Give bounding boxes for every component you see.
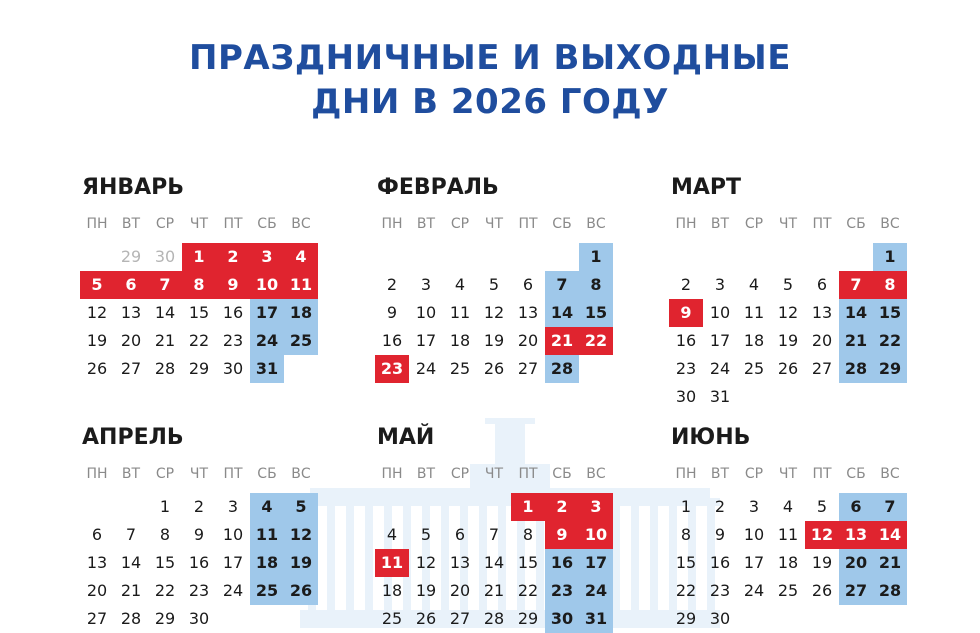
weekend-day: 7 (884, 497, 896, 516)
month-june (669, 423, 909, 628)
day-cell: 6 (454, 525, 466, 544)
holiday-day: 1 (522, 497, 534, 516)
weekday-label: ВС (880, 216, 900, 232)
day-cell: 14 (483, 553, 505, 572)
day-cell: 10 (415, 303, 437, 322)
day-cell: 17 (222, 553, 244, 572)
weekend-day: 1 (884, 247, 896, 266)
month-name: АПРЕЛЬ (82, 425, 184, 450)
day-cell: 15 (154, 553, 176, 572)
holiday-day: 9 (680, 303, 692, 322)
day-cell: 1 (680, 497, 692, 516)
month-february (375, 173, 615, 378)
month-name: МАЙ (377, 425, 435, 450)
day-cell: 13 (517, 303, 539, 322)
weekday-label: СБ (257, 466, 277, 482)
weekend-day: 24 (584, 581, 608, 600)
day-cell: 1 (159, 497, 171, 516)
title-line-2: ДНИ В 2026 ГОДУ (311, 82, 669, 122)
day-cell: 2 (714, 497, 726, 516)
weekday-label: ЧТ (778, 216, 798, 232)
weekend-day: 25 (255, 581, 279, 600)
day-cell: 9 (386, 303, 398, 322)
weekday-label: ВС (291, 466, 311, 482)
weekend-day: 7 (556, 275, 568, 294)
month-name: МАРТ (671, 175, 742, 200)
day-cell: 23 (188, 581, 210, 600)
title-line-1: ПРАЗДНИЧНЫЕ И ВЫХОДНЫЕ (189, 38, 791, 78)
day-cell: 21 (120, 581, 142, 600)
weekday-label: ВТ (121, 216, 141, 232)
day-cell: 25 (449, 359, 471, 378)
weekday-label: ВТ (416, 216, 436, 232)
day-cell: 26 (811, 581, 833, 600)
day-cell: 11 (743, 303, 765, 322)
day-cell: 14 (120, 553, 142, 572)
weekend-day: 27 (844, 581, 868, 600)
month-march (669, 173, 909, 406)
holiday-day: 7 (850, 275, 862, 294)
day-cell: 2 (680, 275, 692, 294)
day-cell: 15 (675, 553, 697, 572)
day-cell: 12 (415, 553, 437, 572)
weekday-label: ПН (86, 466, 108, 482)
day-cell: 7 (125, 525, 137, 544)
day-cell: 28 (154, 359, 176, 378)
day-cell: 18 (449, 331, 471, 350)
day-cell: 6 (522, 275, 534, 294)
day-cell: 20 (811, 331, 833, 350)
day-cell: 18 (381, 581, 403, 600)
holiday-day: 23 (380, 359, 404, 378)
weekday-label: СР (450, 216, 470, 232)
day-cell: 11 (449, 303, 471, 322)
day-cell: 19 (86, 331, 108, 350)
weekday-label: ЧТ (778, 466, 798, 482)
day-cell: 30 (222, 359, 244, 378)
day-cell: 17 (743, 553, 765, 572)
day-cell: 3 (748, 497, 760, 516)
weekday-label: ВТ (121, 466, 141, 482)
day-cell: 5 (816, 497, 828, 516)
holiday-day: 11 (289, 275, 313, 294)
weekend-day: 21 (878, 553, 902, 572)
day-cell: 27 (449, 609, 471, 628)
day-cell: 23 (709, 581, 731, 600)
weekday-label: ПТ (223, 466, 243, 482)
holiday-day: 6 (125, 275, 137, 294)
day-cell: 4 (386, 525, 398, 544)
day-cell: 27 (120, 359, 142, 378)
holiday-day: 5 (91, 275, 103, 294)
weekend-day: 6 (850, 497, 862, 516)
day-cell: 4 (454, 275, 466, 294)
weekend-day: 4 (261, 497, 273, 516)
holiday-day: 21 (550, 331, 574, 350)
day-cell: 3 (420, 275, 432, 294)
weekday-label: ЧТ (484, 466, 504, 482)
prev-month-day: 29 (120, 247, 142, 266)
holiday-day: 2 (556, 497, 568, 516)
weekday-label: ВТ (416, 466, 436, 482)
day-cell: 12 (777, 303, 799, 322)
weekday-label: ПТ (518, 466, 538, 482)
weekend-day: 5 (295, 497, 307, 516)
day-cell: 29 (154, 609, 176, 628)
month-name: ИЮНЬ (671, 425, 751, 450)
day-cell: 20 (120, 331, 142, 350)
day-cell: 16 (675, 331, 697, 350)
day-cell: 24 (415, 359, 437, 378)
weekday-label: СР (155, 216, 175, 232)
day-cell: 23 (675, 359, 697, 378)
weekend-day: 12 (289, 525, 313, 544)
day-cell: 14 (154, 303, 176, 322)
month-name: ФЕВРАЛЬ (377, 175, 499, 200)
page-title (0, 36, 980, 124)
holiday-day: 4 (295, 247, 307, 266)
weekday-label: ПН (675, 466, 697, 482)
day-cell: 24 (222, 581, 244, 600)
day-cell: 19 (483, 331, 505, 350)
day-cell: 23 (222, 331, 244, 350)
weekday-label: СБ (257, 216, 277, 232)
weekend-day: 14 (550, 303, 574, 322)
holiday-day: 7 (159, 275, 171, 294)
day-cell: 29 (188, 359, 210, 378)
day-cell: 29 (675, 609, 697, 628)
day-cell: 30 (675, 387, 697, 406)
day-cell: 3 (227, 497, 239, 516)
day-cell: 13 (811, 303, 833, 322)
weekday-label: СР (450, 466, 470, 482)
weekend-day: 28 (878, 581, 902, 600)
holiday-day: 9 (227, 275, 239, 294)
holiday-day: 13 (844, 525, 868, 544)
holiday-day: 1 (193, 247, 205, 266)
day-cell: 20 (449, 581, 471, 600)
weekday-label: СБ (552, 466, 572, 482)
day-cell: 19 (811, 553, 833, 572)
day-cell: 26 (415, 609, 437, 628)
day-cell: 9 (193, 525, 205, 544)
day-cell: 28 (120, 609, 142, 628)
weekend-day: 8 (590, 275, 602, 294)
day-cell: 26 (777, 359, 799, 378)
day-cell: 2 (386, 275, 398, 294)
day-cell: 26 (483, 359, 505, 378)
day-cell: 8 (680, 525, 692, 544)
day-cell: 12 (483, 303, 505, 322)
weekend-day: 17 (255, 303, 279, 322)
weekend-day: 22 (878, 331, 902, 350)
day-cell: 30 (188, 609, 210, 628)
weekday-label: СР (155, 466, 175, 482)
weekday-label: ПН (381, 216, 403, 232)
day-cell: 10 (709, 303, 731, 322)
day-cell: 20 (517, 331, 539, 350)
day-cell: 25 (381, 609, 403, 628)
weekday-label: ПТ (812, 466, 832, 482)
weekday-label: ЧТ (189, 466, 209, 482)
day-cell: 12 (86, 303, 108, 322)
day-cell: 24 (743, 581, 765, 600)
day-cell: 27 (811, 359, 833, 378)
weekend-day: 26 (289, 581, 313, 600)
day-cell: 26 (86, 359, 108, 378)
month-april (80, 423, 320, 628)
day-cell: 27 (517, 359, 539, 378)
day-cell: 6 (816, 275, 828, 294)
weekend-day: 15 (584, 303, 608, 322)
weekend-day: 31 (584, 609, 608, 628)
weekend-day: 17 (584, 553, 608, 572)
day-cell: 19 (777, 331, 799, 350)
day-cell: 18 (777, 553, 799, 572)
weekday-label: ВС (291, 216, 311, 232)
weekday-label: ПТ (812, 216, 832, 232)
day-cell: 11 (777, 525, 799, 544)
day-cell: 22 (188, 331, 210, 350)
holiday-day: 22 (584, 331, 608, 350)
holiday-day: 2 (227, 247, 239, 266)
day-cell: 25 (743, 359, 765, 378)
day-cell: 21 (483, 581, 505, 600)
day-cell: 13 (449, 553, 471, 572)
weekday-label: ПТ (518, 216, 538, 232)
weekday-label: СБ (846, 466, 866, 482)
weekend-day: 21 (844, 331, 868, 350)
weekday-label: СБ (846, 216, 866, 232)
day-cell: 21 (154, 331, 176, 350)
day-cell: 6 (91, 525, 103, 544)
holiday-day: 11 (380, 553, 404, 572)
day-cell: 16 (709, 553, 731, 572)
day-cell: 15 (517, 553, 539, 572)
weekday-label: ВС (880, 466, 900, 482)
day-cell: 5 (420, 525, 432, 544)
weekday-label: ПН (381, 466, 403, 482)
day-cell: 22 (675, 581, 697, 600)
holiday-day: 8 (884, 275, 896, 294)
day-cell: 17 (415, 331, 437, 350)
weekend-day: 24 (255, 331, 279, 350)
weekend-day: 1 (590, 247, 602, 266)
day-cell: 22 (517, 581, 539, 600)
day-cell: 15 (188, 303, 210, 322)
weekend-day: 14 (844, 303, 868, 322)
day-cell: 25 (777, 581, 799, 600)
weekday-label: СР (744, 216, 764, 232)
day-cell: 2 (193, 497, 205, 516)
day-cell: 16 (188, 553, 210, 572)
day-cell: 19 (415, 581, 437, 600)
weekend-day: 30 (550, 609, 574, 628)
weekday-label: ПН (675, 216, 697, 232)
day-cell: 13 (86, 553, 108, 572)
month-may (375, 423, 615, 628)
day-cell: 10 (222, 525, 244, 544)
weekend-day: 15 (878, 303, 902, 322)
day-cell: 28 (483, 609, 505, 628)
weekend-day: 23 (550, 581, 574, 600)
day-cell: 13 (120, 303, 142, 322)
holiday-day: 3 (261, 247, 273, 266)
weekend-day: 29 (878, 359, 902, 378)
weekend-day: 11 (255, 525, 279, 544)
holiday-day: 3 (590, 497, 602, 516)
weekend-day: 18 (289, 303, 313, 322)
prev-month-day: 30 (154, 247, 176, 266)
weekday-label: ПН (86, 216, 108, 232)
weekday-label: СБ (552, 216, 572, 232)
weekend-day: 20 (844, 553, 868, 572)
weekend-day: 16 (550, 553, 574, 572)
holiday-day: 10 (584, 525, 608, 544)
holiday-day: 10 (255, 275, 279, 294)
day-cell: 18 (743, 331, 765, 350)
day-cell: 24 (709, 359, 731, 378)
weekday-label: ВС (586, 466, 606, 482)
weekend-day: 19 (289, 553, 313, 572)
weekday-label: ВТ (710, 216, 730, 232)
day-cell: 3 (714, 275, 726, 294)
month-january (80, 173, 320, 378)
day-cell: 8 (159, 525, 171, 544)
holiday-day: 12 (810, 525, 834, 544)
day-cell: 31 (709, 387, 731, 406)
month-name: ЯНВАРЬ (82, 175, 185, 200)
day-cell: 29 (517, 609, 539, 628)
day-cell: 8 (522, 525, 534, 544)
weekend-day: 25 (289, 331, 313, 350)
day-cell: 7 (488, 525, 500, 544)
holiday-day: 14 (878, 525, 902, 544)
day-cell: 5 (782, 275, 794, 294)
weekend-day: 18 (255, 553, 279, 572)
day-cell: 10 (743, 525, 765, 544)
holiday-day: 8 (193, 275, 205, 294)
weekday-label: ВТ (710, 466, 730, 482)
weekday-label: ВС (586, 216, 606, 232)
weekend-day: 28 (550, 359, 574, 378)
day-cell: 30 (709, 609, 731, 628)
day-cell: 16 (381, 331, 403, 350)
weekday-label: ЧТ (484, 216, 504, 232)
weekday-label: СР (744, 466, 764, 482)
day-cell: 16 (222, 303, 244, 322)
weekday-label: ПТ (223, 216, 243, 232)
day-cell: 27 (86, 609, 108, 628)
day-cell: 20 (86, 581, 108, 600)
holiday-day: 9 (556, 525, 568, 544)
weekend-day: 28 (844, 359, 868, 378)
weekday-label: ЧТ (189, 216, 209, 232)
weekend-day: 31 (255, 359, 279, 378)
day-cell: 9 (714, 525, 726, 544)
day-cell: 17 (709, 331, 731, 350)
day-cell: 22 (154, 581, 176, 600)
day-cell: 5 (488, 275, 500, 294)
day-cell: 4 (782, 497, 794, 516)
day-cell: 4 (748, 275, 760, 294)
